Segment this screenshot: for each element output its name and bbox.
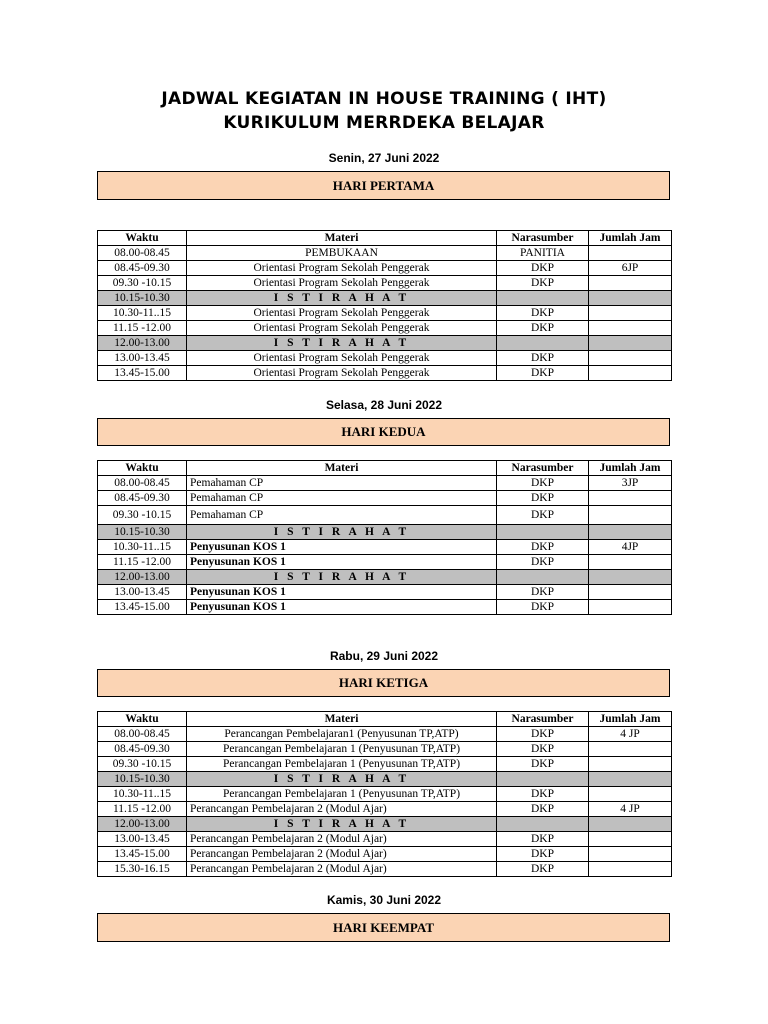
jam-cell: 6JP: [589, 261, 672, 276]
jam-cell: [589, 491, 672, 506]
table-row: [98, 757, 672, 772]
waktu-cell: 10.30-11..15: [98, 306, 187, 321]
jam-cell: [589, 862, 672, 877]
waktu-cell: 11.15 -12.00: [98, 555, 187, 570]
table-row: [98, 366, 672, 381]
break-row: [98, 525, 672, 540]
header-jumlah-jam: Jumlah Jam: [589, 712, 672, 727]
break-label: I S T I R A H A T: [187, 817, 497, 832]
waktu-cell: 13.00-13.45: [98, 351, 187, 366]
materi-cell: Pemahaman CP: [187, 491, 497, 506]
jam-cell: [589, 525, 672, 540]
materi-cell: Penyusunan KOS 1: [187, 585, 497, 600]
materi-cell: Perancangan Pembelajaran 1 (Penyusunan TP,ATP): [187, 742, 497, 757]
day-4-heading: HARI KEEMPAT: [97, 913, 670, 942]
materi-cell: Pemahaman CP: [187, 476, 497, 491]
narasumber-cell: DKP: [497, 727, 589, 742]
jam-cell: 3JP: [589, 476, 672, 491]
table-header-row: [98, 461, 672, 476]
day-3-heading: HARI KETIGA: [97, 669, 670, 697]
narasumber-cell: DKP: [497, 321, 589, 336]
waktu-cell: 09.30 -10.15: [98, 757, 187, 772]
jam-cell: [589, 570, 672, 585]
jam-cell: [589, 555, 672, 570]
jam-cell: [589, 817, 672, 832]
jam-cell: [589, 585, 672, 600]
waktu-cell: 12.00-13.00: [98, 570, 187, 585]
narasumber-cell: [497, 817, 589, 832]
break-row: [98, 772, 672, 787]
header-materi: Materi: [187, 461, 497, 476]
waktu-cell: 08.00-08.45: [98, 246, 187, 261]
jam-cell: [589, 600, 672, 615]
narasumber-cell: [497, 525, 589, 540]
waktu-cell: 09.30 -10.15: [98, 506, 187, 525]
day-3-schedule-table: [97, 711, 672, 877]
break-row: [98, 570, 672, 585]
jam-cell: [589, 351, 672, 366]
narasumber-cell: [497, 291, 589, 306]
waktu-cell: 13.00-13.45: [98, 832, 187, 847]
narasumber-cell: DKP: [497, 787, 589, 802]
narasumber-cell: DKP: [497, 802, 589, 817]
day-1-schedule-table: [97, 230, 672, 381]
materi-cell: Perancangan Pembelajaran 2 (Modul Ajar): [187, 847, 497, 862]
jam-cell: [589, 787, 672, 802]
table-header-row: [98, 231, 672, 246]
jam-cell: [589, 246, 672, 261]
narasumber-cell: [497, 570, 589, 585]
narasumber-cell: DKP: [497, 306, 589, 321]
day-3-date: Rabu, 29 Juni 2022: [329, 649, 439, 663]
jam-cell: 4 JP: [589, 727, 672, 742]
jam-cell: 4JP: [589, 540, 672, 555]
materi-cell: Perancangan Pembelajaran 2 (Modul Ajar): [187, 862, 497, 877]
waktu-cell: 12.00-13.00: [98, 817, 187, 832]
jam-cell: [589, 506, 672, 525]
header-waktu: Waktu: [98, 231, 187, 246]
table-row: [98, 832, 672, 847]
break-label: I S T I R A H A T: [187, 525, 497, 540]
waktu-cell: 11.15 -12.00: [98, 321, 187, 336]
break-label: I S T I R A H A T: [187, 336, 497, 351]
break-label: I S T I R A H A T: [187, 570, 497, 585]
table-row: [98, 276, 672, 291]
table-row: [98, 847, 672, 862]
day-2-schedule-table: [97, 460, 672, 615]
narasumber-cell: DKP: [497, 742, 589, 757]
jam-cell: [589, 276, 672, 291]
narasumber-cell: DKP: [497, 555, 589, 570]
narasumber-cell: DKP: [497, 847, 589, 862]
waktu-cell: 13.45-15.00: [98, 600, 187, 615]
narasumber-cell: DKP: [497, 757, 589, 772]
header-narasumber: Narasumber: [497, 712, 589, 727]
waktu-cell: 10.30-11..15: [98, 540, 187, 555]
break-row: [98, 336, 672, 351]
materi-cell: Orientasi Program Sekolah Penggerak: [187, 276, 497, 291]
header-materi: Materi: [187, 231, 497, 246]
break-row: [98, 817, 672, 832]
narasumber-cell: DKP: [497, 261, 589, 276]
narasumber-cell: DKP: [497, 366, 589, 381]
table-row: [98, 261, 672, 276]
waktu-cell: 10.15-10.30: [98, 525, 187, 540]
waktu-cell: 10.30-11..15: [98, 787, 187, 802]
table-row: [98, 321, 672, 336]
document-title: JADWAL KEGIATAN IN HOUSE TRAINING ( IHT): [161, 89, 607, 109]
narasumber-cell: [497, 336, 589, 351]
jam-cell: [589, 321, 672, 336]
narasumber-cell: DKP: [497, 600, 589, 615]
table-row: [98, 585, 672, 600]
waktu-cell: 13.45-15.00: [98, 366, 187, 381]
day-4-date: Kamis, 30 Juni 2022: [326, 893, 442, 907]
jam-cell: [589, 772, 672, 787]
jam-cell: [589, 742, 672, 757]
waktu-cell: 08.00-08.45: [98, 727, 187, 742]
table-row: [98, 555, 672, 570]
header-waktu: Waktu: [98, 461, 187, 476]
materi-cell: Orientasi Program Sekolah Penggerak: [187, 306, 497, 321]
materi-cell: Orientasi Program Sekolah Penggerak: [187, 261, 497, 276]
waktu-cell: 10.15-10.30: [98, 291, 187, 306]
table-row: [98, 540, 672, 555]
table-row: [98, 787, 672, 802]
table-row: [98, 727, 672, 742]
materi-cell: Penyusunan KOS 1: [187, 555, 497, 570]
break-label: I S T I R A H A T: [187, 291, 497, 306]
jam-cell: [589, 757, 672, 772]
materi-cell: Perancangan Pembelajaran 2 (Modul Ajar): [187, 802, 497, 817]
narasumber-cell: DKP: [497, 540, 589, 555]
materi-cell: Orientasi Program Sekolah Penggerak: [187, 321, 497, 336]
table-row: [98, 491, 672, 506]
materi-cell: Perancangan Pembelajaran 1 (Penyusunan TP,ATP): [187, 787, 497, 802]
header-narasumber: Narasumber: [497, 461, 589, 476]
day-2-date: Selasa, 28 Juni 2022: [325, 398, 443, 412]
waktu-cell: 08.45-09.30: [98, 491, 187, 506]
waktu-cell: 08.45-09.30: [98, 261, 187, 276]
narasumber-cell: DKP: [497, 491, 589, 506]
materi-cell: Perancangan Pembelajaran 1 (Penyusunan TP,ATP): [187, 757, 497, 772]
waktu-cell: 11.15 -12.00: [98, 802, 187, 817]
waktu-cell: 13.00-13.45: [98, 585, 187, 600]
waktu-cell: 08.00-08.45: [98, 476, 187, 491]
materi-cell: Perancangan Pembelajaran 2 (Modul Ajar): [187, 832, 497, 847]
jam-cell: [589, 306, 672, 321]
narasumber-cell: DKP: [497, 276, 589, 291]
table-header-row: [98, 712, 672, 727]
table-row: [98, 506, 672, 525]
table-row: [98, 306, 672, 321]
materi-cell: Penyusunan KOS 1: [187, 600, 497, 615]
jam-cell: [589, 366, 672, 381]
materi-cell: PEMBUKAAN: [187, 246, 497, 261]
table-row: [98, 742, 672, 757]
break-label: I S T I R A H A T: [187, 772, 497, 787]
jam-cell: [589, 847, 672, 862]
waktu-cell: 13.45-15.00: [98, 847, 187, 862]
jam-cell: [589, 832, 672, 847]
header-jumlah-jam: Jumlah Jam: [589, 231, 672, 246]
header-materi: Materi: [187, 712, 497, 727]
header-waktu: Waktu: [98, 712, 187, 727]
materi-cell: Orientasi Program Sekolah Penggerak: [187, 366, 497, 381]
narasumber-cell: [497, 772, 589, 787]
table-row: [98, 351, 672, 366]
materi-cell: Pemahaman CP: [187, 506, 497, 525]
narasumber-cell: DKP: [497, 832, 589, 847]
table-row: [98, 600, 672, 615]
table-row: [98, 476, 672, 491]
materi-cell: Orientasi Program Sekolah Penggerak: [187, 351, 497, 366]
header-jumlah-jam: Jumlah Jam: [589, 461, 672, 476]
day-1-date: Senin, 27 Juni 2022: [328, 151, 440, 165]
narasumber-cell: DKP: [497, 351, 589, 366]
day-2-heading: HARI KEDUA: [97, 418, 670, 446]
document-subtitle: KURIKULUM MERRDEKA BELAJAR: [223, 113, 545, 133]
jam-cell: 4 JP: [589, 802, 672, 817]
table-row: [98, 802, 672, 817]
waktu-cell: 12.00-13.00: [98, 336, 187, 351]
jam-cell: [589, 336, 672, 351]
waktu-cell: 15.30-16.15: [98, 862, 187, 877]
table-row: [98, 246, 672, 261]
narasumber-cell: DKP: [497, 506, 589, 525]
narasumber-cell: DKP: [497, 476, 589, 491]
waktu-cell: 09.30 -10.15: [98, 276, 187, 291]
day-1-heading: HARI PERTAMA: [97, 171, 670, 200]
break-row: [98, 291, 672, 306]
narasumber-cell: DKP: [497, 585, 589, 600]
materi-cell: Perancangan Pembelajaran1 (Penyusunan TP,ATP): [187, 727, 497, 742]
waktu-cell: 08.45-09.30: [98, 742, 187, 757]
materi-cell: Penyusunan KOS 1: [187, 540, 497, 555]
waktu-cell: 10.15-10.30: [98, 772, 187, 787]
header-narasumber: Narasumber: [497, 231, 589, 246]
table-row: [98, 862, 672, 877]
jam-cell: [589, 291, 672, 306]
narasumber-cell: DKP: [497, 862, 589, 877]
narasumber-cell: PANITIA: [497, 246, 589, 261]
